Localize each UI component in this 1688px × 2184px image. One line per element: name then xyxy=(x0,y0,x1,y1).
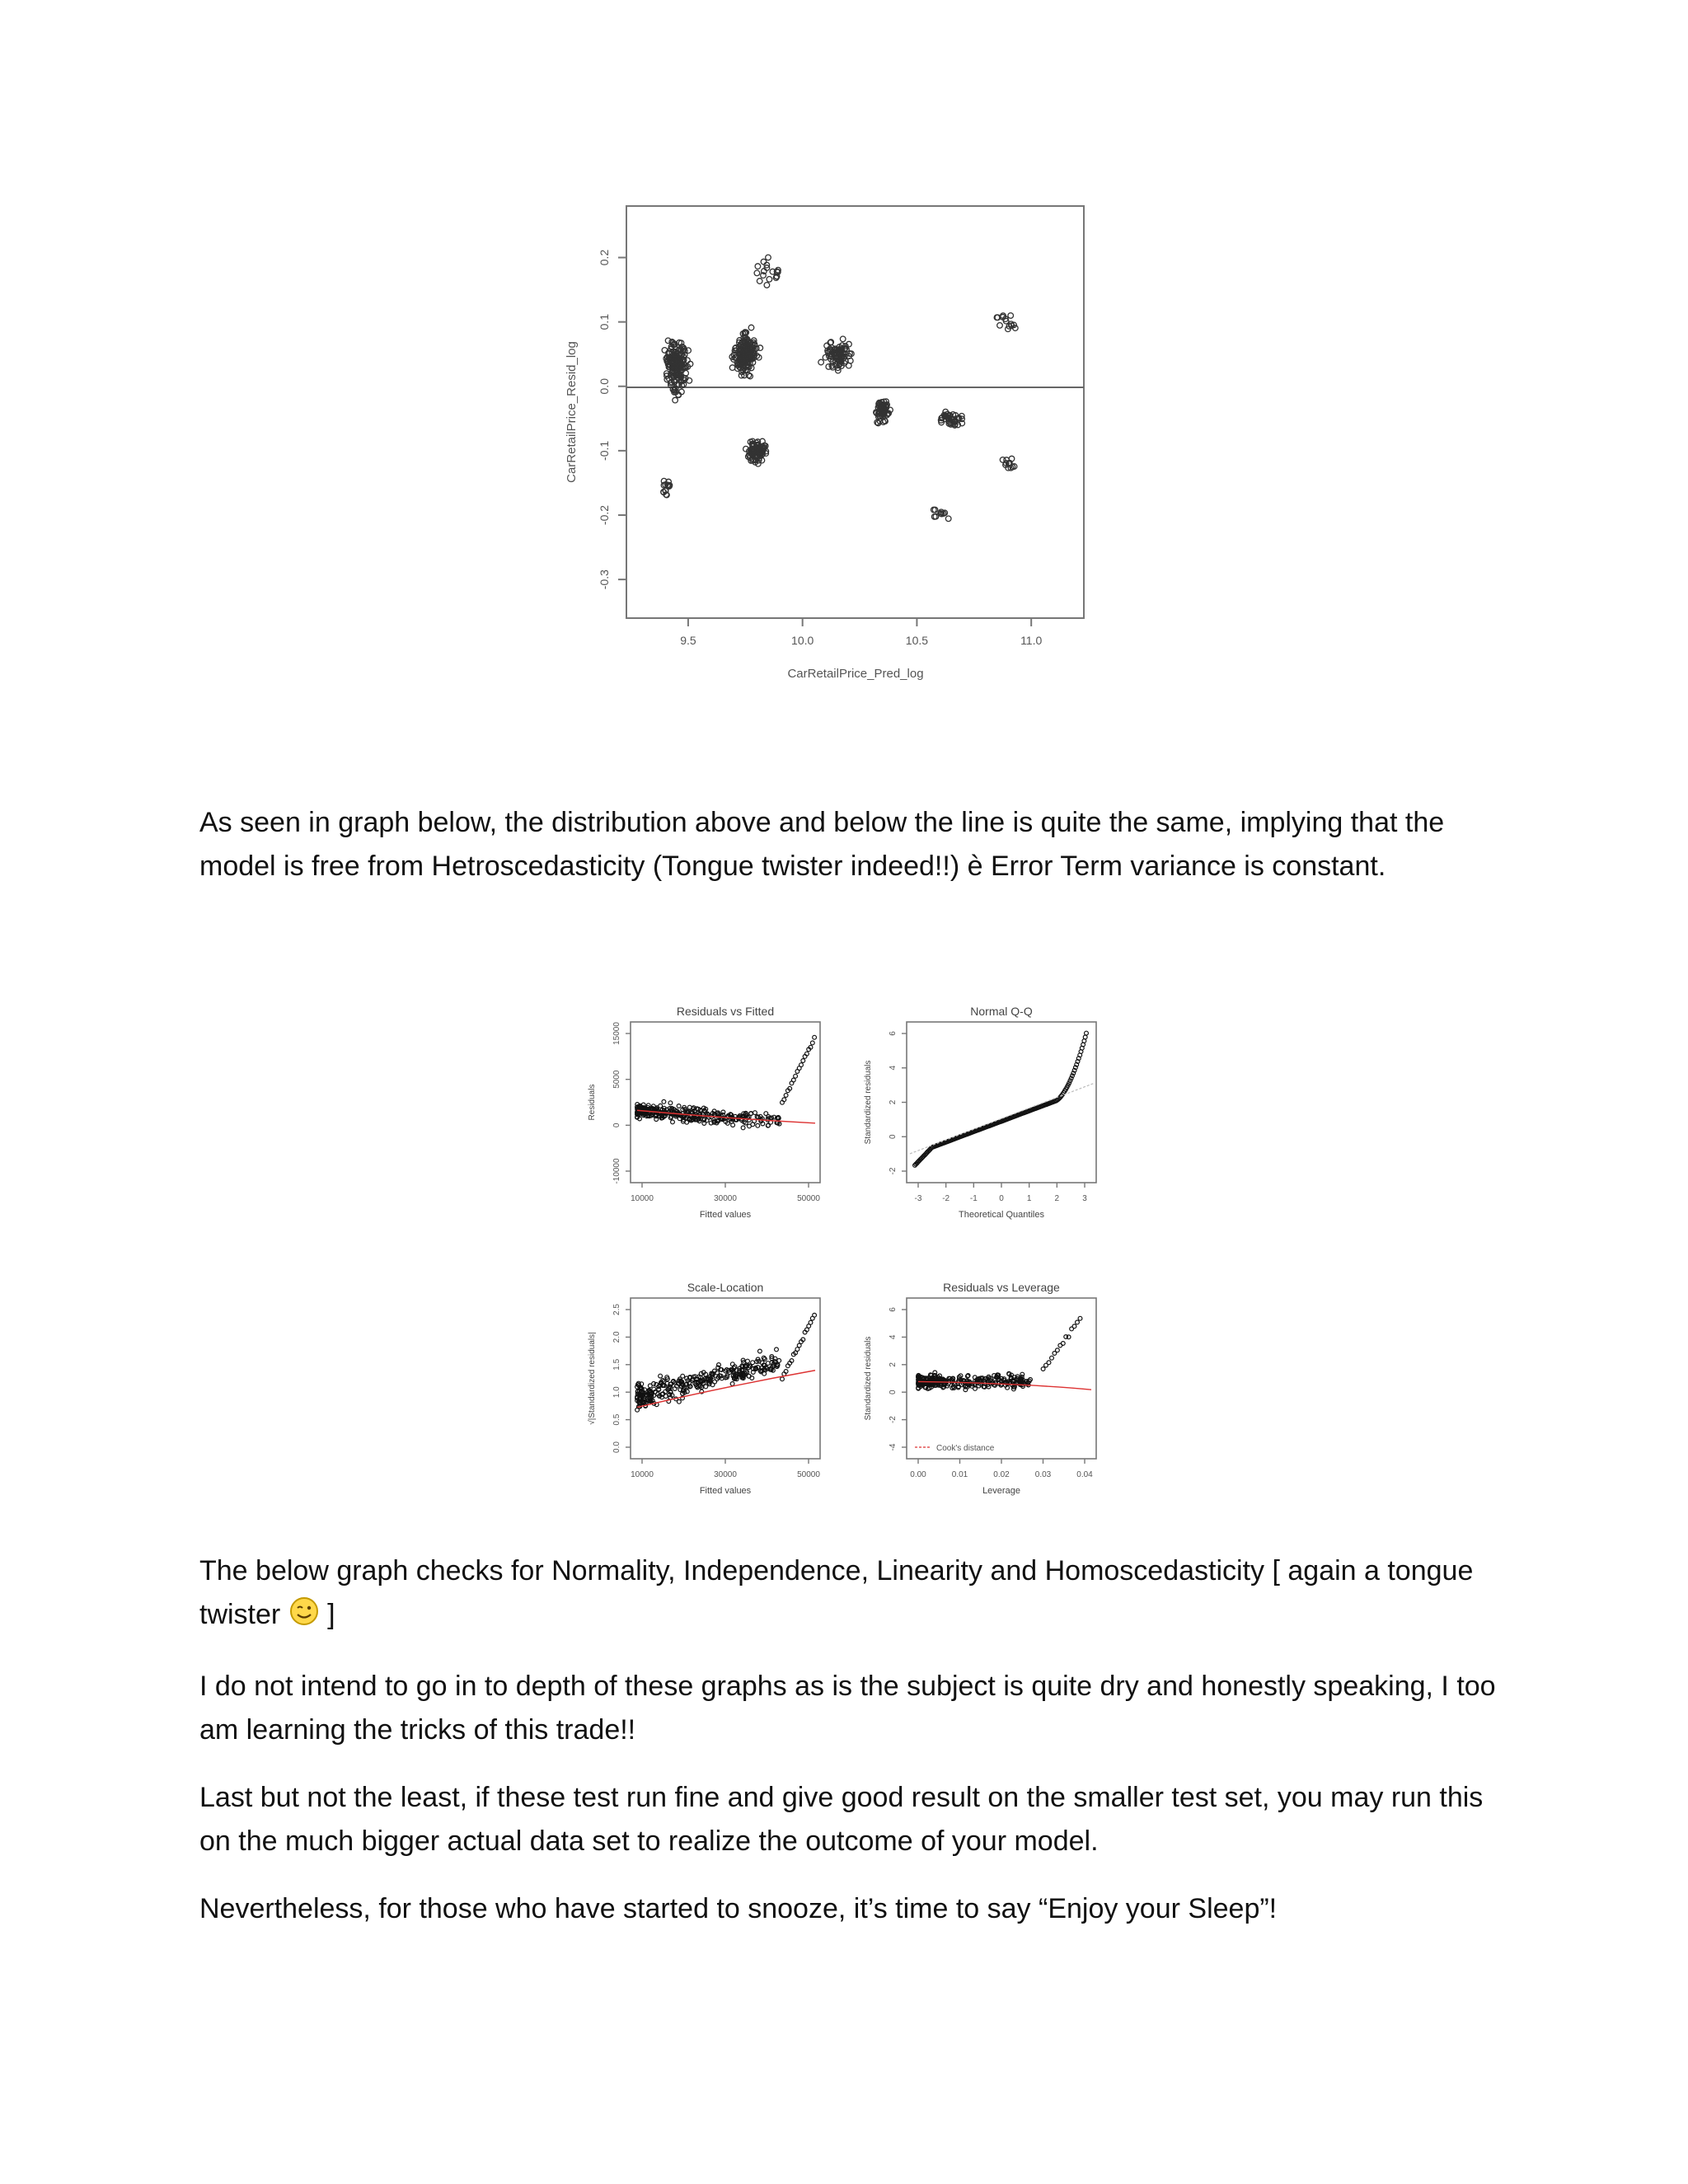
panel-points xyxy=(917,1316,1082,1391)
residual-point xyxy=(846,363,852,368)
residual-point xyxy=(840,336,846,342)
x-tick-label: 1 xyxy=(1026,1194,1032,1203)
x-tick-label: 10000 xyxy=(631,1470,654,1479)
x-tick-label: 30000 xyxy=(714,1194,737,1203)
paragraph-heteroscedasticity: As seen in graph below, the distribution above and below the line is quite the same, implying that the model is free from Hetroscedasticity (Tongue twister indeed!!) è Error Term variance is constant. xyxy=(199,807,1445,882)
diagnostic-point xyxy=(1067,1335,1071,1339)
diagnostic-point xyxy=(704,1385,708,1389)
y-tick-label: 0.0 xyxy=(598,378,611,395)
x-tick-label: 10.0 xyxy=(791,634,814,647)
x-tick-label: 10000 xyxy=(631,1194,654,1203)
y-axis-label: CarRetailPrice_Resid_log xyxy=(565,341,579,483)
y-tick-label: 0.5 xyxy=(612,1413,621,1426)
y-tick-label: 2.5 xyxy=(612,1304,621,1315)
x-tick-label: 11.0 xyxy=(1020,634,1043,647)
x-tick-label: 10.5 xyxy=(905,634,929,647)
x-tick-label: -2 xyxy=(942,1194,950,1203)
residual-point xyxy=(997,323,1003,329)
x-tick-label: 3 xyxy=(1082,1194,1087,1203)
diagnostic-point xyxy=(1041,1367,1045,1371)
diagnostic-point xyxy=(713,1380,717,1384)
diagnostic-point xyxy=(1050,1356,1054,1360)
diagnostic-point xyxy=(1072,1324,1076,1329)
residual-point xyxy=(683,370,689,376)
y-tick-label: 0 xyxy=(889,1390,898,1394)
x-tick-label: 50000 xyxy=(797,1470,820,1479)
panel-frame xyxy=(907,1022,1096,1183)
diagnostic-point xyxy=(809,1320,813,1324)
diagnostic-point xyxy=(678,1399,682,1404)
diagnostic-point xyxy=(813,1313,817,1317)
diagnostic-point xyxy=(1076,1320,1080,1324)
diagnostic-point xyxy=(648,1384,652,1388)
diagnostic-point xyxy=(677,1104,681,1108)
diagnostic-point xyxy=(775,1347,779,1352)
y-tick-label: 2 xyxy=(889,1099,898,1105)
legend-label: Cook's distance xyxy=(936,1444,995,1453)
diagnostic-point xyxy=(730,1362,734,1366)
y-axis-label: √|Standardized residuals| xyxy=(588,1332,597,1425)
diagnostic-point xyxy=(766,1361,770,1366)
y-tick-label: 5000 xyxy=(612,1070,621,1089)
y-tick-label: 4 xyxy=(889,1334,898,1340)
residual-scatter-figure xyxy=(552,190,1096,692)
y-tick-label: 0.0 xyxy=(612,1441,621,1453)
residual-point xyxy=(818,359,824,365)
y-tick-label: -0.2 xyxy=(598,504,611,526)
y-tick-label: 1.5 xyxy=(612,1358,621,1371)
panel-title: Normal Q-Q xyxy=(970,1005,1033,1018)
x-axis-label: CarRetailPrice_Pred_log xyxy=(787,667,924,681)
diagnostic-panel xyxy=(864,1005,1096,1220)
panel-points xyxy=(635,1313,817,1412)
diagnostic-panel xyxy=(588,1005,820,1220)
diagnostic-point xyxy=(1047,1361,1051,1365)
residual-point xyxy=(764,283,770,288)
diagnostic-point xyxy=(751,1361,755,1365)
x-tick-label: 0.03 xyxy=(1034,1470,1052,1479)
diagnostic-point xyxy=(1078,1316,1082,1320)
residual-point xyxy=(1000,457,1006,463)
residual-point xyxy=(761,259,767,265)
diagnostic-point xyxy=(687,1105,692,1109)
y-tick-label: 1.0 xyxy=(612,1386,621,1399)
residual-point xyxy=(823,354,828,360)
diagnostic-point xyxy=(753,1111,757,1115)
y-tick-label: -0.3 xyxy=(598,569,611,590)
residual-point xyxy=(729,365,735,371)
paragraph-assumptions xyxy=(199,1549,1502,1637)
diagnostic-point xyxy=(758,1349,762,1353)
x-tick-label: -3 xyxy=(914,1194,922,1203)
smiley-wink-icon xyxy=(288,1596,320,1627)
residual-point xyxy=(673,397,678,403)
diagnostic-point xyxy=(746,1359,750,1363)
y-tick-label: -10000 xyxy=(612,1158,621,1184)
residual-point xyxy=(945,516,951,522)
y-tick-label: -0.1 xyxy=(598,440,611,461)
y-tick-labels xyxy=(598,250,626,590)
diagnostic-point xyxy=(751,1122,755,1127)
x-tick-label: 0.02 xyxy=(993,1470,1010,1479)
y-tick-label: -2 xyxy=(889,1167,898,1175)
diagnostic-point xyxy=(1083,1035,1087,1039)
x-tick-label: 50000 xyxy=(797,1194,820,1203)
diagnostic-panel xyxy=(587,1281,820,1496)
paragraph-assumptions-close: ] xyxy=(319,1599,335,1630)
diagnostic-point xyxy=(1061,1342,1065,1346)
residual-point xyxy=(754,270,760,276)
y-tick-label: 6 xyxy=(889,1307,898,1312)
x-tick-label: 0 xyxy=(999,1194,1004,1203)
y-axis-label: Standardized residuals xyxy=(864,1060,873,1145)
y-tick-label: 0 xyxy=(889,1134,898,1140)
x-axis-label: Fitted values xyxy=(699,1210,752,1220)
residual-point xyxy=(757,279,762,284)
diagnostic-point xyxy=(681,1374,685,1378)
diagnostic-point xyxy=(662,1099,666,1104)
diagnostic-point xyxy=(784,1094,788,1098)
y-tick-label: 6 xyxy=(889,1031,898,1036)
y-axis-label: Residuals xyxy=(588,1084,597,1121)
diagnostic-point xyxy=(756,1123,760,1127)
x-axis-label: Leverage xyxy=(982,1486,1020,1496)
diagnostic-point xyxy=(794,1074,798,1078)
paragraph-depth: I do not intend to go in to depth of these graphs as is the subject is quite dry and honestly speaking, I too am learning the tricks of this trade!! xyxy=(199,1671,1496,1746)
diagnostic-panel xyxy=(864,1281,1096,1496)
residual-point xyxy=(766,255,771,260)
y-tick-label: -2 xyxy=(889,1416,898,1424)
residual-point xyxy=(748,325,754,330)
diagnostic-point xyxy=(730,1382,734,1386)
y-tick-label: 2.0 xyxy=(612,1331,621,1343)
y-tick-label: 4 xyxy=(889,1065,898,1071)
paragraph-assumptions-text: The below graph checks for Normality, Independence, Linearity and Homoscedasticity [ again a tongue twister xyxy=(199,1555,1474,1630)
y-axis-label: Standardized residuals xyxy=(864,1336,873,1421)
diagnostic-point xyxy=(791,1078,795,1082)
residual-point xyxy=(662,348,668,354)
diagnostic-point xyxy=(659,1374,663,1378)
panel-title: Scale-Location xyxy=(687,1281,764,1294)
y-tick-label: 0.1 xyxy=(598,313,611,330)
diagnostic-point xyxy=(671,1120,675,1124)
diagnostic-point xyxy=(1085,1031,1089,1035)
x-tick-labels xyxy=(680,618,1042,647)
paragraph-closing: Nevertheless, for those who have started to snooze, it’s time to say “Enjoy your Sleep”! xyxy=(199,1893,1278,1924)
plot-frame xyxy=(626,206,1084,618)
panel-title: Residuals vs Leverage xyxy=(943,1281,1060,1294)
paragraph-test-set: Last but not the least, if these test run fine and give good result on the smaller test set, you may run this on the much bigger actual data set to realize the outcome of your model. xyxy=(199,1782,1484,1857)
diagnostic-point xyxy=(810,1041,814,1045)
diagnostic-point xyxy=(741,1126,745,1130)
x-tick-label: 30000 xyxy=(714,1470,737,1479)
y-tick-label: 15000 xyxy=(612,1022,621,1045)
diagnostic-point xyxy=(813,1035,817,1039)
x-tick-label: 9.5 xyxy=(680,634,696,647)
residual-point xyxy=(1008,313,1014,319)
panel-title: Residuals vs Fitted xyxy=(676,1005,775,1018)
residual-point xyxy=(755,264,761,269)
diagnostic-point xyxy=(781,1377,785,1381)
x-tick-label: -1 xyxy=(969,1194,978,1203)
diagnostic-point xyxy=(1056,1348,1060,1352)
y-tick-label: 0.2 xyxy=(598,249,611,266)
x-tick-label: 0.04 xyxy=(1076,1470,1093,1479)
y-tick-label: -4 xyxy=(889,1443,898,1451)
x-tick-label: 0.01 xyxy=(951,1470,968,1479)
panel-points xyxy=(913,1031,1089,1167)
panel-points xyxy=(635,1035,817,1130)
x-axis-label: Fitted values xyxy=(699,1486,752,1496)
diagnostic-point xyxy=(668,1101,673,1105)
residual-point xyxy=(767,277,772,283)
diagnostic-point xyxy=(801,1059,805,1063)
y-tick-label: 0 xyxy=(612,1122,621,1128)
x-tick-label: 0.00 xyxy=(910,1470,926,1479)
regression-diagnostics-figure xyxy=(560,989,1121,1516)
x-tick-label: 2 xyxy=(1054,1194,1060,1203)
diagnostic-point xyxy=(799,1063,804,1067)
y-tick-label: 2 xyxy=(889,1362,898,1367)
x-axis-label: Theoretical Quantiles xyxy=(959,1210,1044,1220)
panel-frame xyxy=(631,1022,820,1183)
